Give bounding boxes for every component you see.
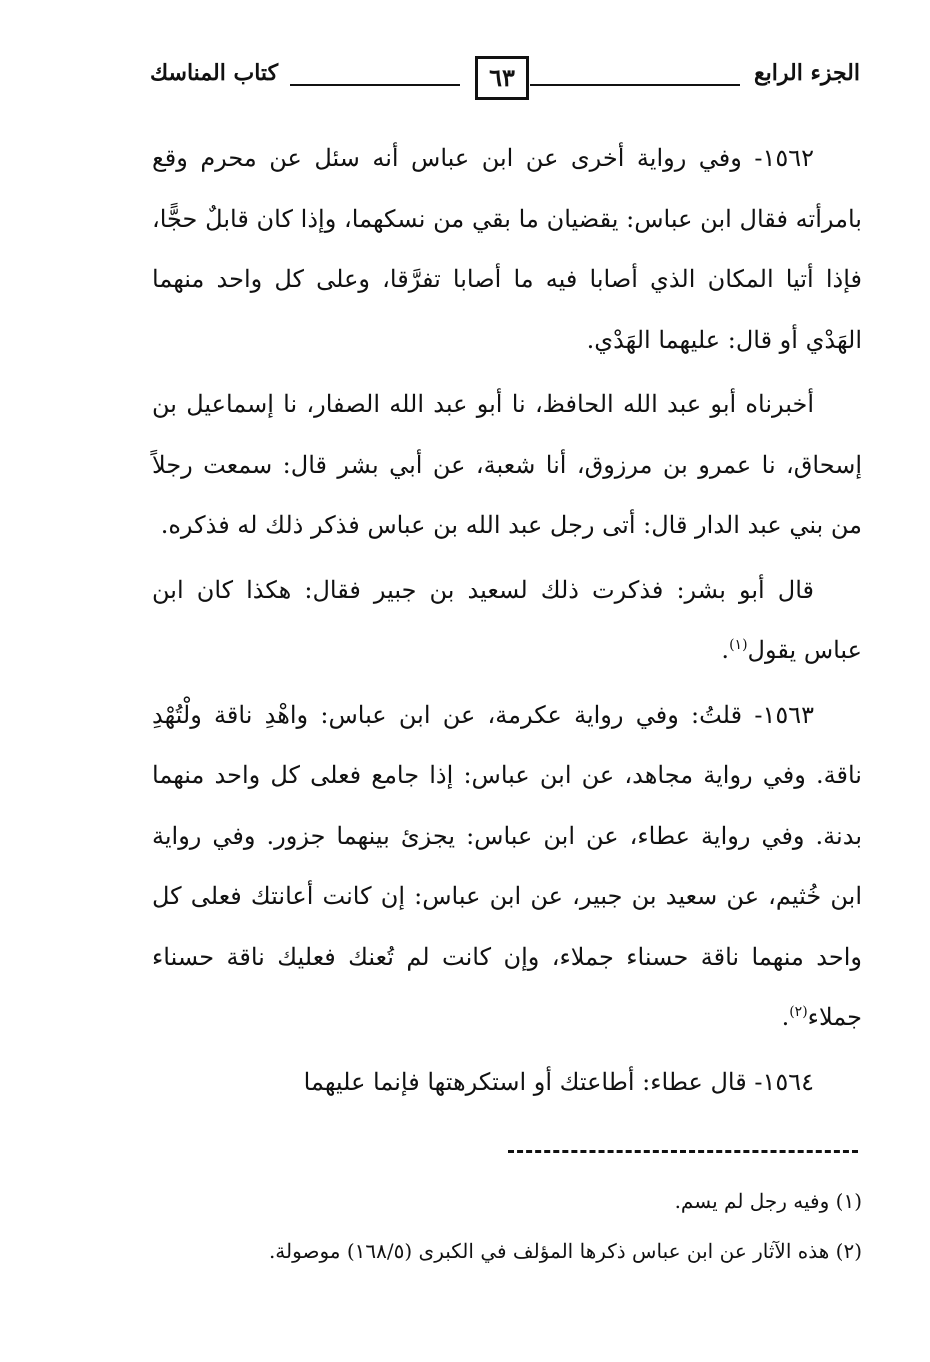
paragraph-1562: ١٥٦٢- وفي رواية أخرى عن ابن عباس أنه سئل عن محرم وقع بامرأته فقال ابن عباس: يقضيان ما بقي من نسكهما، وإذا كان قابلٌ حجًّا، فإذا أتيا المكان الذي أصابا فيه ما أصابا تفرَّقا، وعلى كل واحد منهما الهَدْي أو قال: عليهما الهَدْي. xyxy=(152,144,862,354)
footnote-2: (٢) هذه الآثار عن ابن عباس ذكرها المؤلف في الكبرى (١٦٨/٥) موصولة. xyxy=(268,1239,862,1263)
running-header xyxy=(150,50,860,110)
header-rule-right xyxy=(530,84,740,86)
paragraph-isnad: أخبرناه أبو عبد الله الحافظ، نا أبو عبد الله الصفار، نا إسماعيل بن إسحاق، نا عمرو بن مرزوق، أنا شعبة، عن أبي بشر قال: سمعت رجلاً من بني عبد الدار قال: أتى رجل عبد الله بن عباس فذكر ذلك له فذكره. xyxy=(152,390,862,539)
footnote-ref-2: (٢) xyxy=(789,1004,808,1020)
paragraph-abu-bishr-text: قال أبو بشر: فذكرت ذلك لسعيد بن جبير فقال: هكذا كان ابن عباس يقول xyxy=(152,575,862,664)
paragraph-1564: ١٥٦٤- قال عطاء: أطاعتك أو استكرهتها فإنما عليهما xyxy=(303,1067,814,1096)
main-text xyxy=(152,128,862,1112)
volume-title: الجزء الرابع xyxy=(753,60,860,86)
header-rule-left xyxy=(290,84,460,86)
book-title: كتاب المناسك xyxy=(150,60,279,86)
paragraph-abu-bishr: قال أبو بشر: فذكرت ذلك لسعيد بن جبير فقال: هكذا كان ابن عباس يقول$^{(١)}$. xyxy=(152,575,862,664)
page-number: ٦٣ xyxy=(475,56,529,100)
footnote-separator xyxy=(508,1150,858,1153)
footnote-ref-1: (١) xyxy=(729,637,748,653)
footnote-1: (١) وفيه رجل لم يسم. xyxy=(674,1189,862,1213)
paragraph-1563-text: ١٥٦٣- قلتُ: وفي رواية عكرمة، عن ابن عباس: واهْدِ ناقة ولْتُهْدِ ناقة. وفي رواية مجاهد، عن ابن عباس: إذا جامع فعلى كل واحد منهما بدنة. وفي رواية عطاء، عن ابن عباس: يجزئ بينهما جزور. وفي رواية ابن خُثيم، عن سعيد بن جبير، عن ابن عباس: إن كانت أعانتك فعلى كل واحد منهما ناقة حسناء جملاء، وإن كانت لم تُعنك فعليك ناقة حسناء جملاء xyxy=(152,700,863,1031)
footnotes xyxy=(150,1176,862,1276)
paragraph-1563: ١٥٦٣- قلتُ: وفي رواية عكرمة، عن ابن عباس: واهْدِ ناقة ولْتُهْدِ ناقة. وفي رواية مجاهد، عن ابن عباس: إذا جامع فعلى كل واحد منهما بدنة. وفي رواية عطاء، عن ابن عباس: يجزئ بينهما جزور. وفي رواية ابن خُثيم، عن سعيد بن جبير، عن ابن عباس: إن كانت أعانتك فعلى كل واحد منهما ناقة حسناء جملاء، وإن كانت لم تُعنك فعليك ناقة حسناء جملاء$^{(٢)}$. xyxy=(152,700,863,1031)
